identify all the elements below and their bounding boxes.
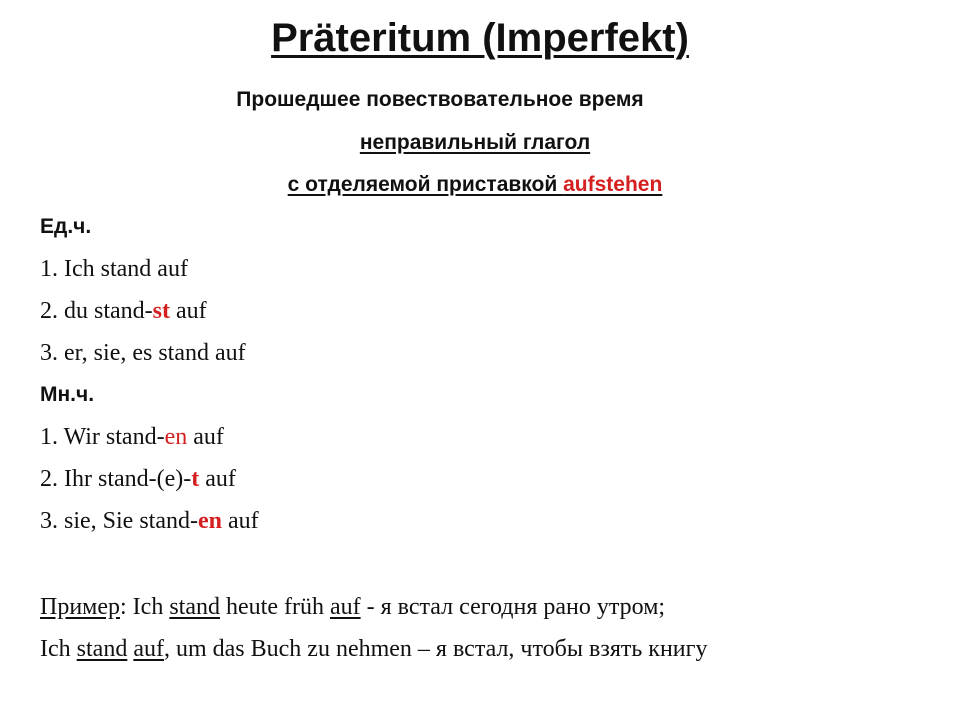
- row-suffix: auf: [187, 424, 224, 450]
- example-underlined-verb: stand: [169, 594, 220, 620]
- row-suffix: auf: [170, 298, 207, 324]
- row-text: 2. Ihr stand-(e)-: [40, 466, 192, 492]
- example-line-2: [40, 634, 708, 664]
- conjugation-row-plural-2: [40, 464, 236, 494]
- row-ending: en: [197, 508, 222, 534]
- example-label: Пример: [40, 594, 121, 620]
- row-text: 1. Ich stand auf: [40, 256, 188, 282]
- row-suffix: auf: [199, 466, 236, 492]
- subtitle-prefix-verb: [0, 172, 950, 198]
- subtitle-prefix-text: с отделяемой приставкой: [287, 173, 564, 196]
- row-text: 1. Wir stand-: [40, 424, 165, 450]
- row-ending: en: [164, 424, 188, 450]
- row-ending: st: [152, 298, 170, 324]
- row-suffix: auf: [221, 508, 259, 534]
- example-text: , um das Buch zu nehmen – я встал, чтобы взять книгу: [163, 636, 708, 662]
- singular-label: Ед.ч.: [40, 215, 92, 238]
- subtitle-verb-type: неправильный глагол: [359, 131, 591, 154]
- conjugation-row-singular-3: [40, 338, 246, 368]
- verb-infinitive: aufstehen: [563, 173, 663, 196]
- plural-label: Мн.ч.: [40, 383, 95, 406]
- row-text: 2. du stand-: [40, 298, 153, 324]
- example-underlined-prefix: auf: [329, 594, 361, 620]
- conjugation-row-singular-1: [40, 254, 188, 284]
- row-text: 3. sie, Sie stand-: [40, 508, 198, 534]
- subtitle-tense: Прошедшее повествовательное время: [236, 88, 644, 111]
- example-underlined-prefix: auf: [133, 636, 164, 662]
- conjugation-row-plural-1: [40, 422, 224, 452]
- conjugation-row-singular-2: [40, 296, 207, 326]
- example-line-1: [40, 592, 665, 622]
- example-text: heute früh: [220, 594, 330, 620]
- example-underlined-verb: stand: [76, 636, 128, 662]
- row-text: 3. er, sie, es stand auf: [40, 340, 246, 366]
- page-title: Präteritum (Imperfekt): [271, 16, 689, 60]
- row-ending: t: [191, 466, 200, 492]
- conjugation-row-plural-3: [40, 506, 259, 536]
- example-text: - я встал сегодня рано утром;: [360, 594, 666, 620]
- example-text: : Ich: [120, 594, 170, 620]
- example-text: Ich: [40, 636, 77, 662]
